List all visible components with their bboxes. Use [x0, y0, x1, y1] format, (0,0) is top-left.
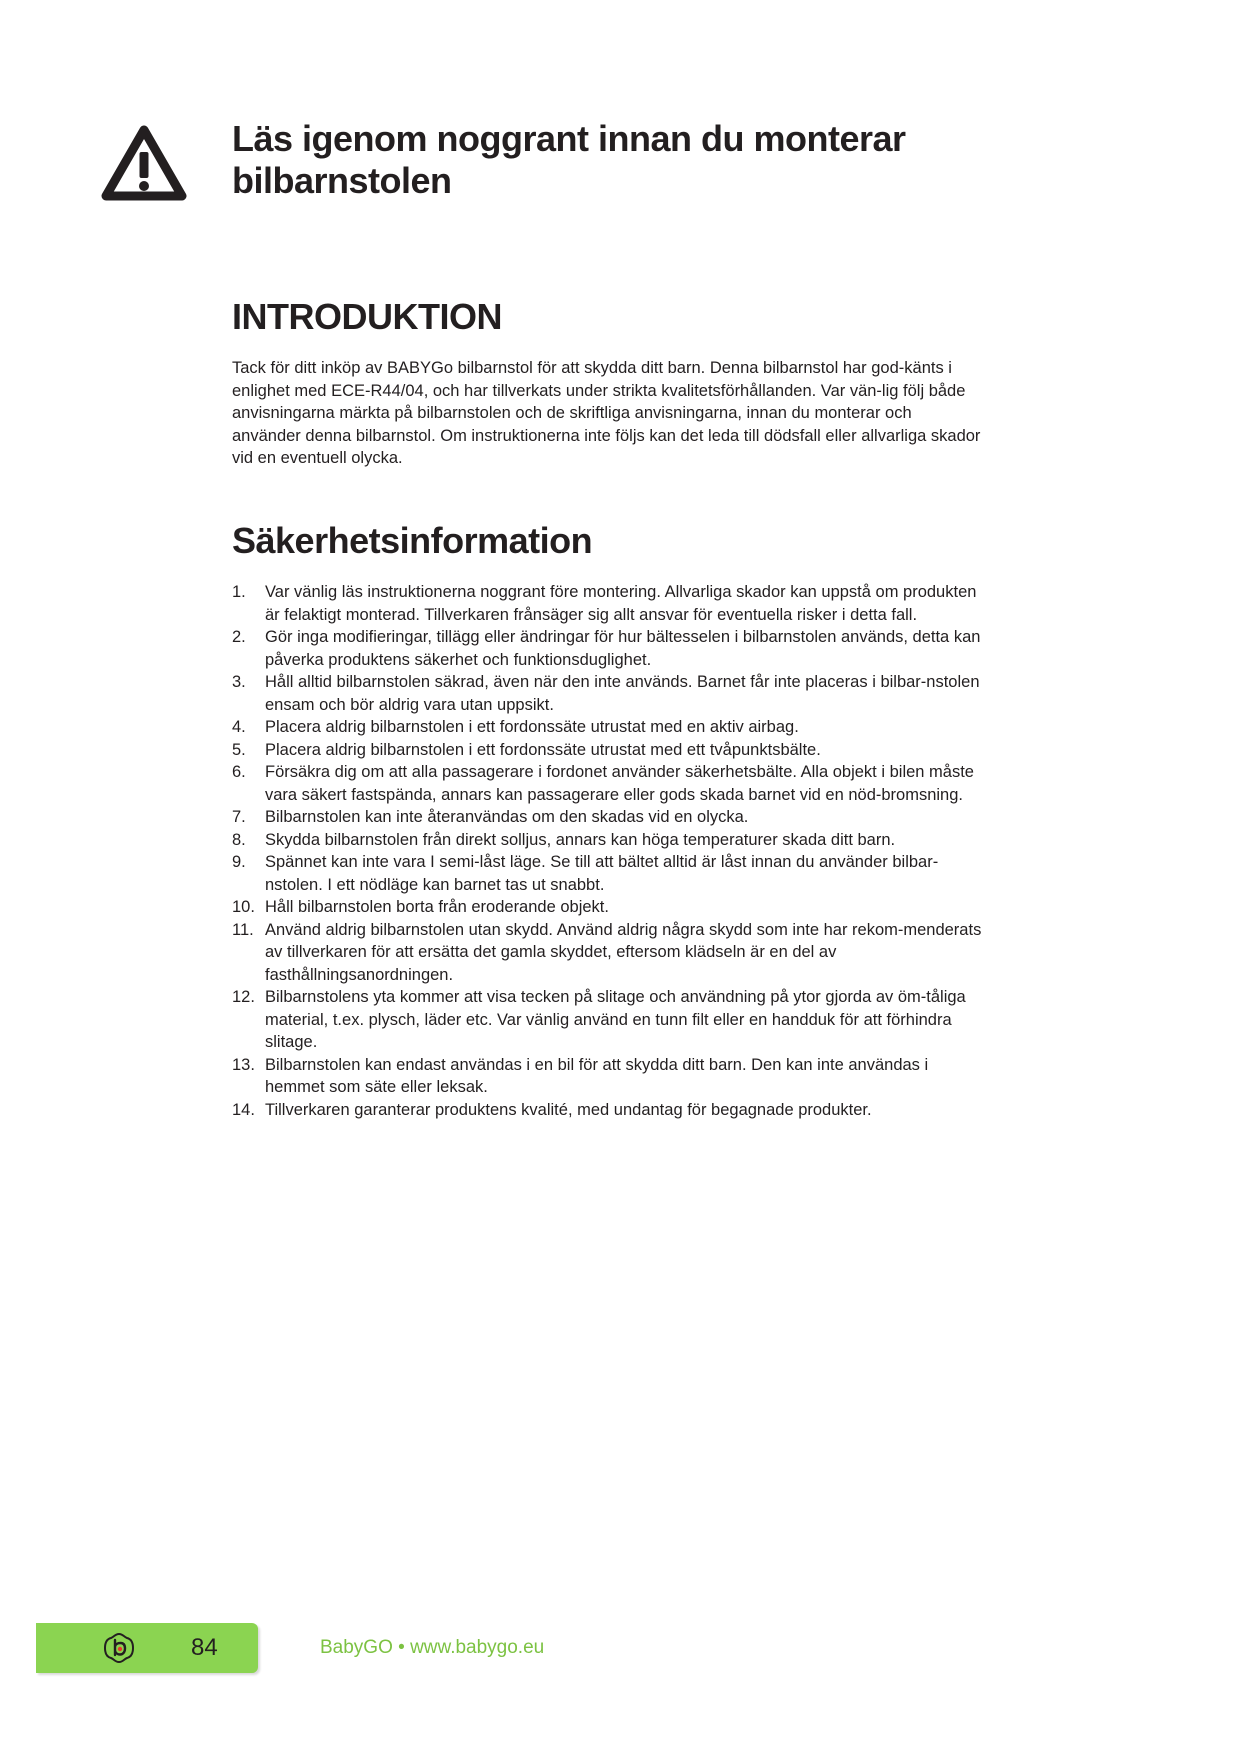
page-number: 84: [191, 1634, 218, 1661]
item-number: 3.: [232, 673, 246, 691]
list-item: [232, 739, 984, 762]
list-item: [232, 626, 984, 671]
item-number: 11.: [232, 920, 254, 939]
list-item: [232, 851, 984, 896]
item-text: Använd aldrig bilbarnstolen utan skydd. Använd aldrig några skydd som inte har rekom-menderats av tillverkaren för att ersätta det gamla skyddet, eftersom klädseln är en del av fasthållningsanordningen.: [265, 920, 982, 984]
item-text: Spännet kan inte vara I semi-låst läge. Se till att bältet alltid är låst innan du använder bilbar-nstolen. I ett nödläge kan barnet tas ut snabbt.: [265, 853, 939, 894]
item-text: Bilbarnstolen kan endast användas i en bil för att skydda ditt barn. Den kan inte användas i hemmet som säte eller leksak.: [265, 1055, 929, 1096]
list-item: [232, 919, 984, 987]
intro-paragraph: Tack för ditt inköp av BABYGo bilbarnstol för att skydda ditt barn. Denna bilbarnstol har god-känts i enlighet med ECE-R44/04, och har tillverkats under strikta kvalitetsförhållanden. Var vän-lig följ både anvisningarna märkta på bilbarnstolen och de skriftliga anvisningarna, innan du monterar och använder denna bilbarnstol. Om instruktionerna inte följs kan det leda till dödsfall eller allvarliga skador vid en eventuell olycka.: [232, 359, 981, 467]
item-number: 7.: [232, 808, 246, 826]
item-number: 5.: [232, 740, 246, 759]
list-item: [232, 1054, 984, 1099]
list-item: [232, 896, 984, 919]
list-item: [232, 986, 984, 1054]
safety-heading: Säkerhetsinformation: [232, 520, 593, 561]
list-item: [232, 716, 984, 739]
item-number: 10.: [232, 898, 255, 916]
page-title: Läs igenom noggrant innan du monterar bilbarnstolen: [232, 118, 906, 201]
item-text: Var vänlig läs instruktionerna noggrant före montering. Allvarliga skador kan uppstå om produkten är felaktigt monterad. Tillverkaren frånsäger sig allt ansvar för eventuella risker i detta fall.: [265, 583, 977, 624]
item-text: Bilbarnstolen kan inte återanvändas om den skadas vid en olycka.: [265, 808, 749, 826]
item-text: Tillverkaren garanterar produktens kvalité, med undantag för begagnade produkter.: [265, 1100, 872, 1119]
footer-page-tab: [36, 1623, 258, 1673]
item-number: 2.: [232, 628, 246, 646]
list-item: [232, 761, 984, 806]
item-text: Bilbarnstolens yta kommer att visa tecken på slitage och användning på ytor gjorda av öm-tåliga material, t.ex. plysch, läder etc. Var vänlig använd en tunn filt eller en handduk för att förhindra slitage.: [265, 988, 966, 1051]
warning-triangle-icon: [101, 124, 187, 202]
babygo-logo-icon: [102, 1631, 136, 1665]
item-text: Placera aldrig bilbarnstolen i ett fordonssäte utrustat med ett tvåpunktsbälte.: [265, 740, 821, 759]
item-number: 14.: [232, 1100, 255, 1119]
item-number: 12.: [232, 988, 255, 1006]
item-number: 6.: [232, 763, 246, 781]
list-item: [232, 671, 984, 716]
item-text: Håll bilbarnstolen borta från eroderande objekt.: [265, 898, 609, 916]
item-text: Skydda bilbarnstolen från direkt solljus, annars kan höga temperaturer skada ditt barn.: [265, 830, 896, 849]
footer-website: BabyGO • www.babygo.eu: [320, 1637, 545, 1658]
item-text: Gör inga modifieringar, tillägg eller ändringar för hur bältesselen i bilbarnstolen används, detta kan påverka produktens säkerhet och funktionsduglighet.: [265, 628, 981, 669]
list-item: [232, 806, 984, 829]
item-number: 13.: [232, 1055, 255, 1074]
item-text: Håll alltid bilbarnstolen säkrad, även när den inte används. Barnet får inte placeras i bilbar-nstolen ensam och bör aldrig vara utan uppsikt.: [265, 673, 980, 714]
item-text: Försäkra dig om att alla passagerare i fordonet använder säkerhetsbälte. Alla objekt i bilen måste vara säkert fastspända, annars kan passagerare eller gods skada barnet vid en nöd-bromsning.: [265, 763, 974, 804]
intro-heading: INTRODUKTION: [232, 296, 502, 337]
item-number: 4.: [232, 718, 246, 736]
list-item: [232, 1099, 984, 1122]
item-text: Placera aldrig bilbarnstolen i ett fordonssäte utrustat med en aktiv airbag.: [265, 718, 799, 736]
safety-list: [232, 581, 984, 1121]
list-item: [232, 581, 984, 626]
list-item: [232, 829, 984, 852]
item-number: 1.: [232, 583, 246, 601]
item-number: 8.: [232, 830, 246, 849]
item-number: 9.: [232, 853, 246, 871]
